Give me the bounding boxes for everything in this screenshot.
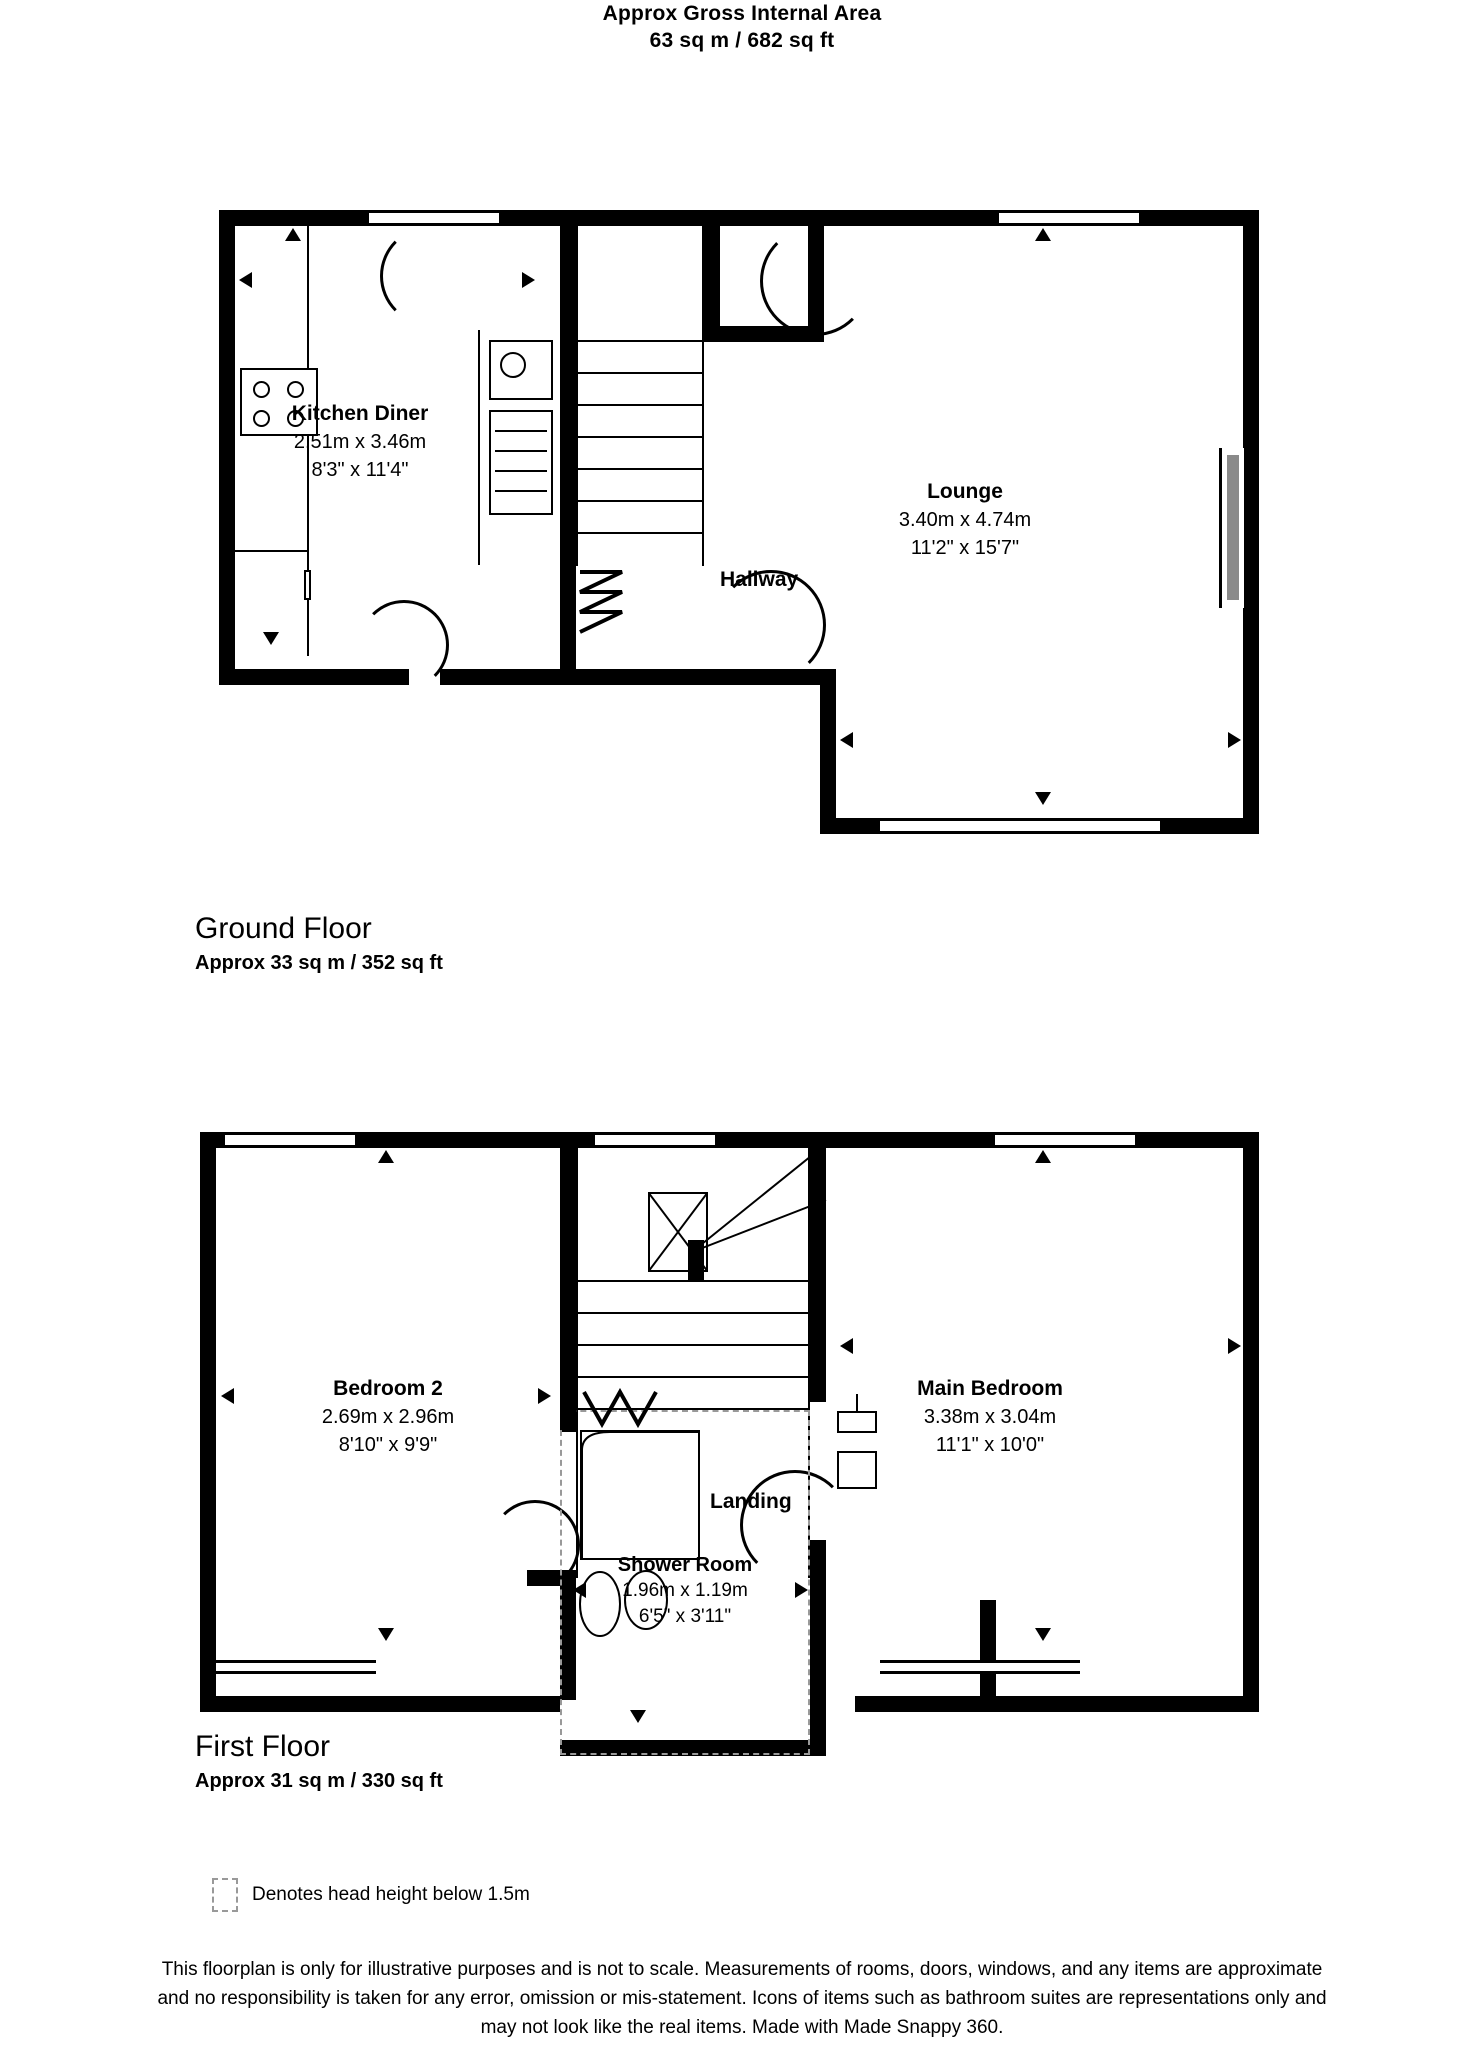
shower-corner-icon [580, 1430, 700, 1560]
oven-line-3 [495, 470, 547, 472]
wall-bottom-right-ff [855, 1696, 1259, 1712]
stair-step [576, 404, 704, 406]
wall-top-right [1139, 210, 1259, 226]
room-name: Lounge [927, 480, 1003, 503]
stair-step [576, 468, 704, 470]
kitchen-cabinet-handle [304, 570, 311, 600]
legend-label: Denotes head height below 1.5m [252, 1884, 530, 1905]
wall-mainbed-lower-stub [980, 1600, 996, 1712]
gross-area-title: Approx Gross Internal Area [602, 2, 882, 25]
disclaimer-line-2: and no responsibility is taken for any error, omission or mis-statement. Icons of items such as bathroom suites are representations only and [157, 1988, 1327, 2009]
oven-line-1 [495, 430, 547, 432]
direction-arrow [263, 632, 279, 645]
wall-left-outer-ff [200, 1132, 216, 1712]
room-dim-imperial: 11'1" x 10'0" [935, 1434, 1045, 1456]
wall-bottom-left-ff [200, 1696, 560, 1712]
direction-arrow [1035, 1150, 1051, 1163]
legend [212, 1878, 530, 1912]
room-label-shower-room [560, 1552, 810, 1630]
floor-area: Approx 31 sq m / 330 sq ft [195, 1770, 443, 1792]
wall-bottom-kitchen [219, 669, 359, 685]
first-floor-caption [195, 1728, 443, 1796]
stair-outline-left [576, 226, 578, 566]
direction-arrow [522, 272, 535, 288]
stair-direction-icon [576, 568, 628, 640]
direction-arrow [239, 272, 252, 288]
window-mainbed-top [995, 1132, 1135, 1148]
room-dim-imperial: 8'10" x 9'9" [338, 1434, 438, 1456]
room-dim-metric: 2.51m x 3.46m [293, 431, 427, 453]
oven-icon [489, 410, 553, 515]
room-dim-metric: 3.38m x 3.04m [923, 1406, 1057, 1428]
stair-sightlines-icon [690, 1142, 830, 1282]
room-dim-metric: 2.69m x 2.96m [321, 1406, 455, 1428]
room-dim-metric: 1.96m x 1.19m [622, 1580, 748, 1601]
room-name: Bedroom 2 [333, 1377, 443, 1400]
window-bed2-top [225, 1132, 355, 1148]
direction-arrow [378, 1628, 394, 1641]
kitchen-unit-line [235, 550, 307, 552]
wall-top-mid-ff [355, 1132, 595, 1148]
room-label-kitchen-diner [230, 400, 490, 484]
room-name: Shower Room [617, 1554, 753, 1576]
stair-step [576, 436, 704, 438]
first-floor-plan [0, 1100, 1484, 1720]
room-label-landing: Landing [710, 1490, 792, 1513]
stair-outline-right [702, 226, 704, 566]
stair-step [576, 1344, 808, 1346]
head-height-swatch [212, 1878, 238, 1912]
door-arc-hall-lounge [760, 226, 870, 336]
room-dim-imperial: 6'5" x 3'11" [638, 1606, 732, 1627]
direction-arrow [1035, 1628, 1051, 1641]
wall-top-left [219, 210, 369, 226]
wall-kitchen-right [560, 210, 576, 560]
stair-step [576, 340, 704, 342]
stair-step [576, 372, 704, 374]
window-bed2-bottom [216, 1660, 376, 1674]
direction-arrow [1228, 1338, 1241, 1354]
direction-arrow [1035, 792, 1051, 805]
radiator-icon [1227, 455, 1239, 600]
wall-right-outer-ff [1243, 1132, 1259, 1712]
room-name: Main Bedroom [917, 1377, 1063, 1400]
wall-kitchen-right-lower [560, 560, 576, 685]
room-dim-imperial: 11'2" x 15'7" [910, 537, 1020, 559]
window-lounge-top [999, 210, 1139, 226]
window-lounge-bottom [880, 818, 1160, 834]
stair-step [576, 500, 704, 502]
disclaimer-line-3: may not look like the real items. Made with Made Snappy 360. [480, 2017, 1004, 2038]
room-dim-metric: 3.40m x 4.74m [898, 509, 1032, 531]
wall-lounge-left [820, 669, 836, 834]
wall-hall-right [704, 226, 720, 326]
window-mainbed-bottom [880, 1660, 1080, 1674]
stair-step [576, 1312, 808, 1314]
room-label-hallway: Hallway [720, 568, 799, 591]
door-arc-kitchen-bottom [359, 600, 449, 690]
direction-arrow [630, 1710, 646, 1723]
door-arc-kitchen-top [380, 226, 480, 326]
stair-step [576, 532, 704, 534]
wall-bottom-lounge-left [820, 818, 880, 834]
oven-line-2 [495, 450, 547, 452]
gross-area-value: 63 sq m / 682 sq ft [649, 29, 835, 52]
direction-arrow [1035, 228, 1051, 241]
floor-title: Ground Floor [195, 912, 372, 945]
hob-ring-1 [253, 381, 270, 398]
floor-title: First Floor [195, 1730, 330, 1763]
direction-arrow [285, 228, 301, 241]
room-dim-imperial: 8'3" x 11'4" [311, 459, 409, 481]
wall-bed2-right [560, 1132, 576, 1432]
oven-line-4 [495, 490, 547, 492]
stair-step [576, 1376, 808, 1378]
shower-door-swing-icon [576, 1388, 696, 1430]
direction-arrow [840, 732, 853, 748]
ground-floor-caption [195, 910, 443, 978]
room-name: Kitchen Diner [291, 402, 429, 425]
direction-arrow [840, 1338, 853, 1354]
room-label-main-bedroom [830, 1375, 1150, 1459]
window-kitchen-top [369, 210, 499, 226]
disclaimer [0, 1955, 1484, 2042]
direction-arrow [378, 1150, 394, 1163]
floor-area: Approx 33 sq m / 352 sq ft [195, 952, 443, 974]
wall-shower-left [560, 1410, 576, 1426]
room-label-lounge [820, 478, 1110, 562]
hob-ring-2 [287, 381, 304, 398]
sink-bowl [500, 352, 526, 378]
wall-top-right-ff [1135, 1132, 1259, 1148]
direction-arrow [1228, 732, 1241, 748]
room-label-bedroom-2 [228, 1375, 548, 1459]
disclaimer-line-1: This floorplan is only for illustrative purposes and is not to scale. Measurements of rooms, doors, windows, and any items are approximate [161, 1959, 1323, 1980]
ground-floor-plan [0, 0, 1484, 700]
